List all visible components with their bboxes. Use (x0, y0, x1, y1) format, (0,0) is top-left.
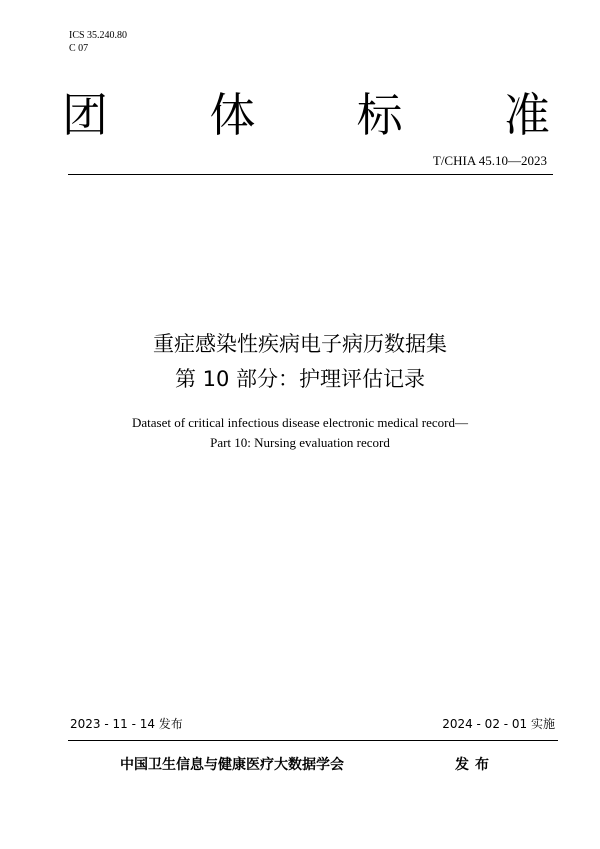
doc-type-char: 体 (209, 88, 256, 142)
title-chinese-line1: 重症感染性疾病电子病历数据集 (153, 332, 447, 356)
issue-date: 2023 - 11 - 14 发布 (70, 717, 183, 731)
doc-type-char: 标 (356, 88, 403, 142)
document-type-heading (62, 82, 550, 142)
ics-code: ICS 35.240.80 (69, 30, 128, 41)
doc-type-char: 准 (503, 88, 550, 142)
top-divider (68, 174, 553, 175)
publish-label: 发布 (455, 757, 495, 773)
classification-codes (69, 29, 127, 55)
title-english-line2: Part 10: Nursing evaluation record (210, 435, 390, 450)
standard-number: T/CHIA 45.10—2023 (432, 153, 547, 168)
title-english-line1: Dataset of critical infectious disease electronic medical record— (131, 415, 469, 430)
title-chinese-line2: 第 10 部分：护理评估记录 (174, 367, 426, 391)
doc-type-char: 团 (62, 88, 108, 142)
implementation-date: 2024 - 02 - 01 实施 (442, 717, 555, 731)
publisher-name: 中国卫生信息与健康医疗大数据学会 (120, 757, 344, 773)
bottom-divider (68, 740, 558, 741)
ccs-code: C 07 (69, 43, 89, 54)
